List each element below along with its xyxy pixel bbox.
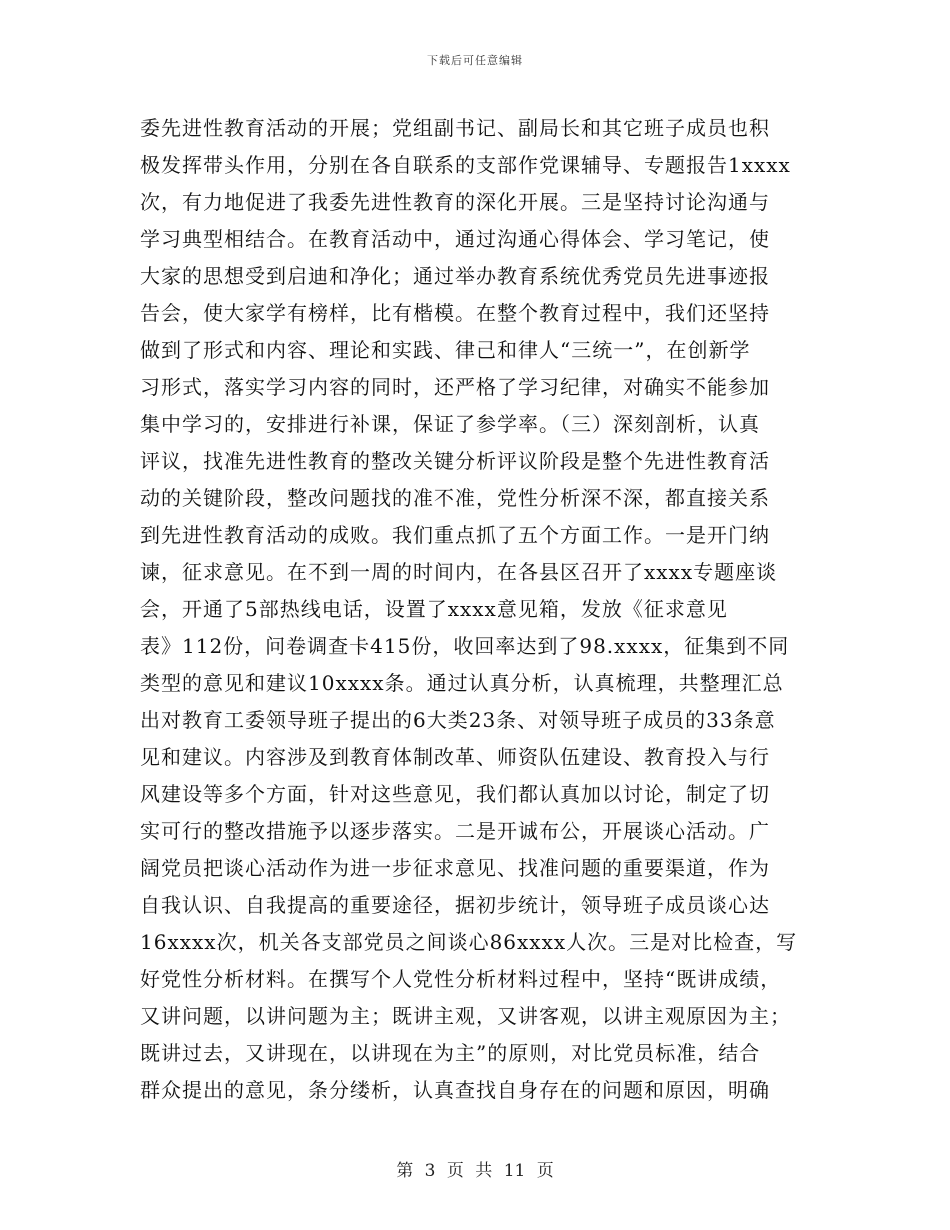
text-line: 16xxxx次，机关各支部党员之间谈心86xxxx人次。三是对比检查，写 (140, 930, 798, 954)
text-line: 风建设等多个方面，针对这些意见，我们都认真加以讨论，制定了切 (140, 782, 770, 806)
text-line: 到先进性教育活动的成败。我们重点抓了五个方面工作。一是开门纳 (140, 523, 770, 547)
text-line: 委先进性教育活动的开展；党组副书记、副局长和其它班子成员也积 (140, 116, 770, 140)
text-line: 告会，使大家学有榜样，比有楷模。在整个教育过程中，我们还坚持 (140, 301, 770, 325)
text-line: 阔党员把谈心活动作为进一步征求意见、找准问题的重要渠道，作为 (140, 856, 770, 880)
text-line: 自我认识、自我提高的重要途径，据初步统计，领导班子成员谈心达 (140, 893, 770, 917)
text-line: 见和建议。内容涉及到教育体制改革、师资队伍建设、教育投入与行 (140, 745, 770, 769)
text-line: 既讲过去，又讲现在，以讲现在为主”的原则，对比党员标准，结合 (140, 1041, 761, 1065)
text-line: 类型的意见和建议10xxxx条。通过认真分析，认真梳理，共整理汇总 (140, 671, 784, 695)
text-line: 出对教育工委领导班子提出的6大类23条、对领导班子成员的33条意 (140, 708, 776, 732)
text-line: 极发挥带头作用，分别在各自联系的支部作党课辅导、专题报告1xxxx (140, 153, 791, 177)
text-line: 群众提出的意见，条分缕析，认真查找自身存在的问题和原因，明确 (140, 1078, 770, 1102)
text-line: 又讲问题，以讲问题为主；既讲主观，又讲客观，以讲主观原因为主； (140, 1004, 791, 1028)
text-line: 动的关键阶段，整改问题找的准不准，党性分析深不深，都直接关系 (140, 486, 770, 510)
text-line: 集中学习的，安排进行补课，保证了参学率。（三）深刻剖析，认真 (140, 412, 760, 436)
text-line: 好党性分析材料。在撰写个人党性分析材料过程中，坚持“既讲成绩， (140, 967, 782, 991)
text-line: 学习典型相结合。在教育活动中，通过沟通心得体会、学习笔记，使 (140, 227, 770, 251)
text-line: 表》112份，问卷调查卡415份，收回率达到了98.xxxx，征集到不同 (140, 634, 790, 658)
text-line: 做到了形式和内容、理论和实践、律己和律人“三统一”，在创新学 (140, 338, 751, 362)
body-text (140, 110, 820, 1109)
page-footer: 第 3 页 共 11 页 (396, 1161, 554, 1181)
text-line: 次，有力地促进了我委先进性教育的深化开展。三是坚持讨论沟通与 (140, 190, 770, 214)
text-line: 习形式，落实学习内容的同时，还严格了学习纪律，对确实不能参加 (140, 375, 770, 399)
text-line: 谏，征求意见。在不到一周的时间内，在各县区召开了xxxx专题座谈 (140, 560, 778, 584)
text-line: 评议，找准先进性教育的整改关键分析评议阶段是整个先进性教育活 (140, 449, 770, 473)
text-line: 实可行的整改措施予以逐步落实。二是开诚布公，开展谈心活动。广 (140, 819, 770, 843)
text-line: 会，开通了5部热线电话，设置了xxxx意见箱，发放《征求意见 (140, 597, 728, 621)
text-line: 大家的思想受到启迪和净化；通过举办教育系统优秀党员先进事迹报 (140, 264, 770, 288)
page-header: 下载后可任意编辑 (427, 54, 523, 67)
